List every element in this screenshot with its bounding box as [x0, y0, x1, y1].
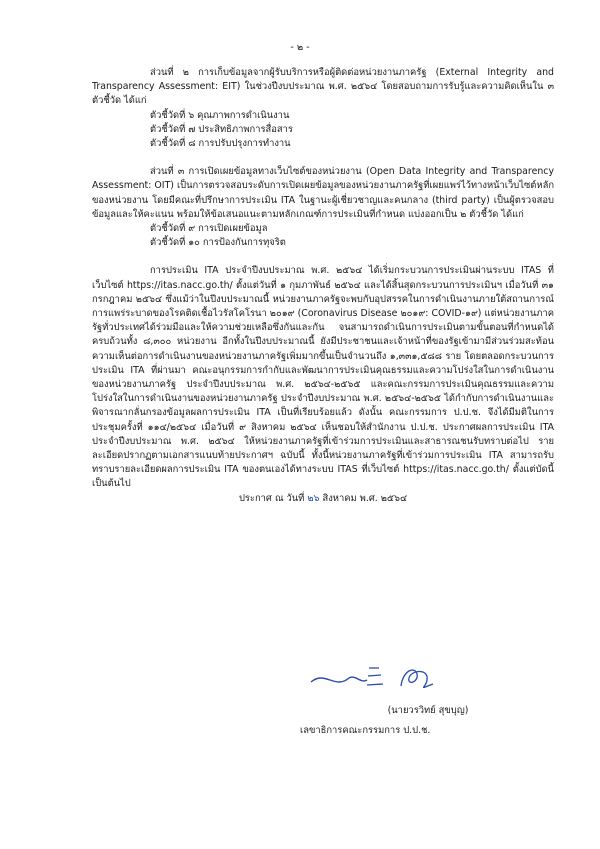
indicator-10: ตัวชี้วัดที่ ๑๐ การป้องกันการทุจริต: [150, 237, 286, 249]
date-month-year: สิงหาคม พ.ศ. ๒๕๖๔: [322, 492, 408, 504]
signer-block: [300, 704, 538, 738]
main-paragraph: การประเมิน ITA ประจำปีงบประมาณ พ.ศ. ๒๕๖๔ ได้เริ่มกระบวนการประเมินผ่านระบบ ITAS ที่เว็บไซต์ https://itas.nacc.go.th/ ตั้งแต่วันที่ ๑ กุมภาพันธ์ ๒๕๖๔ และได้สิ้นสุดกระบวนการประเมินฯ เมื่อวันที่ ๓๑ กรกฎาคม ๒๕๖๔ ซึ่งแม้ว่าในปีงบประมาณนี้ หน่วยงานภาครัฐจะพบกับอุปสรรคในการดำเนินงานภายใต้สถานการณ์การแพร่ระบาดของโรคติดเชื้อไวรัสโคโรนา ๒๐๑๙ (Coronavirus Disease ๒๐๑๙: COVID-๑๙) แต่หน่วยงานภาครัฐทั่วประเทศได้ร่วมมือและให้ความช่วยเหลือซึ่งกันและกัน จนสามารถดำเนินการประเมินตามขั้นตอนที่กำหนดได้ครบถ้วนทั้ง ๘,๓๐๐ หน่วยงาน อีกทั้งในปีงบประมาณนี้ ยังมีประชาชนและเจ้าหน้าที่ของรัฐเข้ามามีส่วนร่วมสะท้อนความเห็นต่อการดำเนินงานของหน่วยงานภาครัฐเพิ่มมากขึ้นเป็นจำนวนถึง ๑,๓๓๑,๕๘๘ ราย โดยตลอดกระบวนการประเมิน ITA ที่ผ่านมา คณะอนุกรรมการกำกับและพัฒนาการประเมินคุณธรรมและความโปร่งใสในการดำเนินงานของหน่วยงานภาครัฐ ประจำปีงบประมาณ พ.ศ. ๒๕๖๔-๒๕๖๕ และคณะกรรมการประเมินคุณธรรมและความโปร่งใสในการดำเนินงานของหน่วยงานภาครัฐ ประจำปีงบประมาณ พ.ศ. ๒๕๖๔-๒๕๖๕ ได้กำกับการดำเนินงานและพิจารณากลั่นกรองข้อมูลผลการประเมิน ITA เป็นที่เรียบร้อยแล้ว ดังนั้น คณะกรรมการ ป.ป.ช. จึงได้มีมติในการประชุมครั้งที่ ๑๑๔/๒๕๖๔ เมื่อวันที่ ๙ สิงหาคม ๒๕๖๔ เห็นชอบให้สำนักงาน ป.ป.ช. ประกาศผลการประเมิน ITA ประจำปีงบประมาณ พ.ศ. ๒๕๖๔ ให้หน่วยงานภาครัฐที่เข้าร่วมการประเมินและสาธารณชนรับทราบต่อไป รายละเอียดปรากฏตามเอกสารแนบท้ายประกาศฯ ฉบับนี้ ทั้งนี้หน่วยงานภาครัฐที่เข้าร่วมการประเมิน ITA สามารถรับทราบรายละเอียดผลการประเมิน ITA ของตนเองได้ทางระบบ ITAS ที่เว็บไซต์ https://itas.nacc.go.th/ ตั้งแต่บัดนี้เป็นต้นไป: [92, 265, 554, 490]
signature-image: [305, 660, 445, 696]
indicator-9: ตัวชี้วัดที่ ๙ การเปิดเผยข้อมูล: [150, 223, 268, 235]
page-number: - ๒ -: [290, 42, 310, 53]
indicator-7: ตัวชี้วัดที่ ๗ ประสิทธิภาพการสื่อสาร: [150, 123, 293, 135]
section-2-paragraph: ส่วนที่ ๒ การเก็บข้อมูลจากผู้รับบริการหรือผู้ติดต่อหน่วยงานภาครัฐ (External Integrity and Transparency Assessment: EIT) ในช่วงปีงบประมาณ พ.ศ. ๒๕๖๔ โดยสอบถามการรับรู้และความคิดเห็นใน ๓ ตัวชี้วัด ได้แก่: [92, 67, 554, 107]
indicator-6: ตัวชี้วัดที่ ๖ คุณภาพการดำเนินงาน: [150, 109, 290, 121]
section-3-paragraph: ส่วนที่ ๓ การเปิดเผยข้อมูลทางเว็บไซต์ของหน่วยงาน (Open Data Integrity and Transparency Assessment: OIT) เป็นการตรวจสอบระดับการเปิดเผยข้อมูลของหน่วยงานภาครัฐที่เผยแพร่ไว้ทางหน้าเว็บไซต์หลักของหน่วยงาน โดยมีคณะที่ปรึกษาการประเมิน ITA ในฐานะผู้เชี่ยวชาญและคนกลาง (third party) เป็นผู้ตรวจสอบข้อมูลและให้คะแนน พร้อมให้ข้อเสนอแนะตามหลักเกณฑ์การประเมินที่กำหนด แบ่งออกเป็น ๒ ตัวชี้วัด ได้แก่: [92, 166, 554, 220]
signer-title: เลขาธิการคณะกรรมการ ป.ป.ช.: [300, 725, 431, 736]
announcement-date: [92, 492, 554, 506]
date-prefix: ประกาศ ณ วันที่: [238, 492, 305, 504]
document-body: [92, 66, 554, 506]
signer-name: (นายวรวิทย์ สุขบุญ): [387, 705, 469, 716]
indicator-8: ตัวชี้วัดที่ ๘ การปรับปรุงการทำงาน: [150, 138, 291, 150]
date-day: ๒๖: [307, 492, 320, 504]
